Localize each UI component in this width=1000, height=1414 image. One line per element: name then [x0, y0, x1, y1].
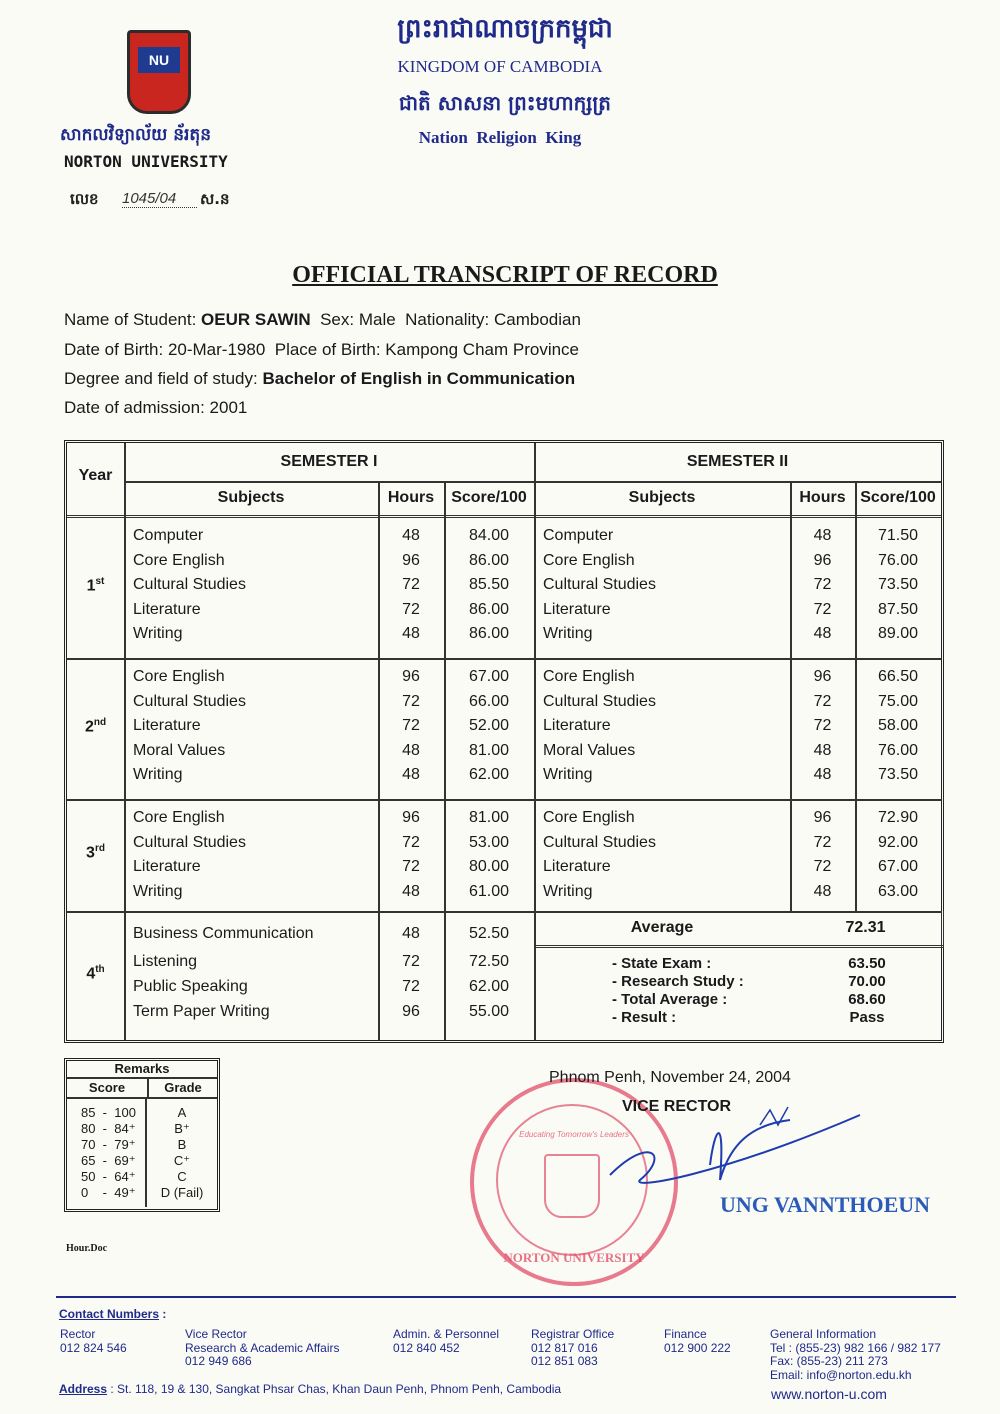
- contact-line: 012 840 452: [393, 1340, 460, 1355]
- subject-score: 89.00: [877, 625, 919, 643]
- website: www.norton-u.com: [771, 1386, 887, 1402]
- remarks-score-range: 65 - 69⁺: [81, 1153, 136, 1168]
- remarks-grade: A: [177, 1105, 187, 1120]
- degree-label: Degree and field of study:: [64, 369, 258, 388]
- subject-hours: 48: [402, 766, 420, 784]
- subject-name: Cultural Studies: [543, 833, 656, 851]
- remarks-score-range: 85 - 100: [81, 1105, 136, 1120]
- signatory-name: UNG VANNTHOEUN: [720, 1192, 931, 1217]
- address-value: : St. 118, 19 & 130, Sangkat Phsar Chas, Khan Daun Penh, Phnom Penh, Cambodia: [110, 1382, 562, 1396]
- subject-name: Cultural Studies: [133, 833, 246, 851]
- subject-hours: 96: [813, 809, 832, 826]
- year-divider: [67, 658, 941, 660]
- subject-hours: 96: [402, 551, 420, 569]
- subject-name: Core English: [133, 809, 225, 826]
- subject-name: Computer: [543, 527, 614, 544]
- year-number: 3: [86, 844, 95, 862]
- subject-hours: 72: [402, 717, 420, 735]
- contact-label: Contact Numbers :: [59, 1307, 167, 1321]
- pob-value: Kampong Cham Province: [385, 340, 580, 359]
- university-name: NORTON UNIVERSITY: [64, 152, 228, 171]
- year-divider: [67, 911, 941, 913]
- student-line-2: [64, 340, 579, 360]
- subject-name: Cultural Studies: [133, 576, 246, 594]
- subject-name: Business Communication: [133, 925, 314, 942]
- subject-hours: 48: [402, 882, 420, 900]
- contact-column: [770, 1328, 941, 1382]
- transcript-table: [64, 440, 944, 1043]
- subject-name: Core English: [543, 551, 635, 569]
- document-title: OFFICIAL TRANSCRIPT OF RECORD: [292, 262, 718, 288]
- admission-value: 2001: [209, 398, 248, 417]
- year-label: [67, 717, 124, 736]
- summary-value: 63.50: [848, 955, 886, 972]
- motto: Nation Religion King: [418, 128, 582, 147]
- year-label: [67, 843, 124, 862]
- subject-hours: 72: [402, 953, 420, 970]
- average-label: Average: [630, 919, 694, 936]
- contact-line: Registrar Office: [531, 1327, 615, 1341]
- column-divider: [534, 443, 536, 1040]
- subject-score: 67.00: [877, 858, 919, 876]
- summary-value: Pass: [849, 1009, 885, 1026]
- contact-line: 012 817 016: [531, 1340, 598, 1355]
- contact-line: 012 824 546: [60, 1340, 127, 1355]
- subject-name: Moral Values: [543, 741, 636, 759]
- subject-score: 80.00: [468, 858, 510, 876]
- sex-value: Male: [358, 310, 396, 329]
- subject-score: 55.00: [468, 1003, 510, 1020]
- subject-name: Core English: [133, 551, 225, 569]
- nationality-label: Nationality:: [405, 310, 490, 329]
- subject-score: 52.00: [468, 717, 510, 735]
- subject-score: 62.00: [468, 978, 510, 995]
- subject-score: 81.00: [468, 741, 510, 759]
- subject-hours: 96: [402, 1003, 420, 1020]
- contact-column: [531, 1328, 614, 1369]
- summary-value: 70.00: [848, 973, 886, 990]
- subject-hours: 48: [402, 925, 420, 942]
- subject-hours: 48: [402, 527, 420, 544]
- subject-name: Writing: [133, 625, 183, 643]
- dob-label: Date of Birth:: [64, 340, 164, 359]
- subject-score: 53.00: [468, 833, 510, 851]
- degree-value: Bachelor of English in Communication: [262, 369, 576, 388]
- contact-line: 012 949 686: [185, 1354, 252, 1368]
- subject-hours: 72: [813, 833, 832, 851]
- subject-score: 86.00: [468, 625, 510, 643]
- subject-name: Core English: [133, 668, 225, 685]
- subject-score: 73.50: [877, 766, 919, 784]
- remarks-title: Remarks: [67, 1061, 217, 1079]
- average-value: 72.31: [845, 919, 886, 936]
- remarks-body: [67, 1099, 217, 1207]
- university-logo: [127, 30, 191, 114]
- subject-hours: 72: [402, 692, 420, 710]
- summary-label: - Total Average :: [612, 991, 728, 1008]
- header-bottom-divider: [67, 515, 941, 518]
- contact-line: Research & Academic Affairs: [185, 1340, 340, 1355]
- remarks-grade: C: [177, 1169, 187, 1184]
- student-line-1: [64, 310, 581, 330]
- kingdom-title: KINGDOM OF CAMBODIA: [397, 57, 603, 76]
- year-divider: [67, 799, 941, 801]
- subject-name: Moral Values: [133, 741, 226, 759]
- column-header-hours: Hours: [799, 489, 846, 506]
- sex-label: Sex:: [320, 310, 355, 329]
- admission-label: Date of admission:: [64, 398, 205, 417]
- subject-hours: 96: [402, 809, 420, 826]
- place-date: Phnom Penh, November 24, 2004: [549, 1069, 791, 1086]
- name-label: Name of Student:: [64, 310, 197, 329]
- subject-score: 86.00: [468, 551, 510, 569]
- subject-name: Literature: [543, 858, 611, 876]
- subject-hours: 48: [813, 527, 832, 544]
- subject-name: Cultural Studies: [543, 692, 656, 710]
- subject-score: 84.00: [468, 527, 510, 544]
- file-label: Hour.Doc: [66, 1243, 108, 1254]
- subject-name: Literature: [543, 600, 611, 618]
- remarks-score-header: Score: [67, 1079, 149, 1097]
- subject-name: Writing: [133, 766, 183, 784]
- subject-hours: 72: [402, 858, 420, 876]
- contact-line: 012 900 222: [664, 1340, 731, 1355]
- summary-label: - Result :: [612, 1009, 677, 1026]
- subject-hours: 48: [813, 741, 832, 759]
- subject-name: Term Paper Writing: [133, 1003, 270, 1020]
- logo-text: NU: [138, 47, 180, 73]
- subject-hours: 72: [813, 692, 832, 710]
- remarks-grade: C⁺: [173, 1153, 191, 1168]
- subject-name: Cultural Studies: [133, 692, 246, 710]
- semester-2-header: SEMESTER II: [686, 453, 789, 470]
- subject-score: 62.00: [468, 766, 510, 784]
- subject-score: 73.50: [877, 576, 919, 594]
- remarks-score-column: [67, 1099, 147, 1207]
- subject-score: 58.00: [877, 717, 919, 735]
- remarks-score-range: 70 - 79⁺: [81, 1137, 136, 1152]
- column-header-score: Score/100: [860, 489, 936, 506]
- subject-name: Writing: [543, 625, 593, 643]
- year-suffix: th: [95, 963, 105, 975]
- average-right-border: [941, 911, 944, 947]
- subject-score: 76.00: [877, 741, 919, 759]
- signatory-title: VICE RECTOR: [622, 1098, 732, 1115]
- remarks-score-range: 0 - 49⁺: [81, 1185, 136, 1200]
- subject-score: 81.00: [468, 809, 510, 826]
- subject-score: 66.50: [877, 668, 919, 685]
- subject-hours: 96: [813, 551, 832, 569]
- column-header-score: Score/100: [451, 489, 527, 506]
- subject-score: 61.00: [468, 882, 510, 900]
- subject-score: 63.00: [877, 882, 919, 900]
- subject-name: Computer: [133, 527, 204, 544]
- remarks-grade: D (Fail): [160, 1185, 204, 1200]
- year-header: Year: [78, 467, 113, 484]
- year-number: 2: [84, 717, 94, 735]
- contact-column: [664, 1328, 731, 1355]
- contact-line: Admin. & Personnel: [393, 1327, 500, 1341]
- contact-line: Email: info@norton.edu.kh: [770, 1367, 912, 1382]
- remarks-grade: B⁺: [174, 1121, 190, 1136]
- signature-icon: [590, 1095, 880, 1195]
- pob-label: Place of Birth:: [274, 340, 381, 359]
- subject-hours: 72: [813, 600, 832, 618]
- remarks-score-range: 80 - 84⁺: [81, 1121, 136, 1136]
- subject-score: 52.50: [468, 925, 510, 942]
- subject-name: Writing: [543, 882, 593, 900]
- subject-name: Cultural Studies: [543, 576, 656, 594]
- header-divider: [124, 481, 941, 483]
- subject-name: Literature: [133, 858, 201, 876]
- subject-hours: 48: [402, 741, 420, 759]
- column-header-subjects: Subjects: [217, 489, 285, 506]
- subject-name: Core English: [543, 668, 635, 685]
- subject-score: 87.50: [877, 600, 919, 618]
- contact-column: [393, 1328, 499, 1355]
- subject-name: Writing: [543, 766, 593, 784]
- contact-label-text: Contact Numbers: [59, 1307, 160, 1321]
- subject-hours: 96: [402, 668, 420, 685]
- semester-1-header: SEMESTER I: [280, 453, 378, 470]
- subject-score: 76.00: [877, 551, 919, 569]
- remarks-score-range: 50 - 64⁺: [81, 1169, 136, 1184]
- subject-score: 72.50: [468, 953, 510, 970]
- contact-line: Fax: (855-23) 211 273: [770, 1354, 888, 1368]
- subject-name: Literature: [133, 717, 201, 735]
- subject-name: Listening: [133, 953, 198, 970]
- subject-name: Writing: [133, 882, 183, 900]
- address-label: Address: [59, 1382, 108, 1396]
- contact-line: General Information: [770, 1327, 877, 1341]
- nationality-value: Cambodian: [493, 310, 581, 329]
- subject-hours: 96: [813, 668, 832, 685]
- year-label: [67, 576, 124, 595]
- subject-hours: 48: [813, 625, 832, 643]
- subject-name: Public Speaking: [133, 978, 248, 995]
- subject-hours: 72: [402, 833, 420, 851]
- subject-score: 72.90: [877, 809, 919, 826]
- contact-line: Finance: [664, 1327, 707, 1341]
- subject-score: 67.00: [468, 668, 510, 685]
- summary-value: 68.60: [848, 991, 886, 1008]
- student-line-3: [64, 369, 575, 389]
- footer-divider: [56, 1296, 956, 1298]
- summary-label: - Research Study :: [612, 973, 744, 990]
- subject-score: 86.00: [468, 600, 510, 618]
- subject-score: 66.00: [468, 692, 510, 710]
- stamp-text: NORTON UNIVERSITY: [503, 1250, 645, 1265]
- student-line-4: [64, 398, 247, 418]
- remarks-grade-column: [147, 1099, 217, 1207]
- column-header-subjects: Subjects: [628, 489, 696, 506]
- summary-label: - State Exam :: [612, 955, 712, 972]
- subject-hours: 48: [813, 766, 832, 784]
- subject-name: Literature: [543, 717, 611, 735]
- ref-label: លេខ: [70, 190, 99, 208]
- dob-value: 20-Mar-1980: [167, 340, 266, 359]
- address-line: [59, 1383, 561, 1397]
- subject-hours: 72: [402, 978, 420, 995]
- subject-score: 75.00: [877, 692, 919, 710]
- subject-hours: 72: [813, 858, 832, 876]
- year-label: [67, 964, 124, 983]
- remarks-header: [67, 1079, 217, 1099]
- year-number: 4: [86, 964, 96, 982]
- column-header-hours: Hours: [387, 489, 435, 506]
- subject-hours: 72: [813, 576, 832, 594]
- khmer-motto: ជាតិ សាសនា ព្រះមហាក្សត្រ: [399, 91, 611, 115]
- subject-score: 71.50: [877, 527, 919, 544]
- contact-line: Rector: [60, 1327, 96, 1341]
- ref-suffix: ស.ន: [200, 190, 230, 208]
- subject-score: 92.00: [877, 833, 919, 851]
- stamp-motto: Educating Tomorrow's Leaders: [519, 1130, 629, 1139]
- contact-column: [185, 1328, 340, 1369]
- contact-line: Tel : (855-23) 982 166 / 982 177: [770, 1340, 941, 1355]
- remarks-table: [64, 1058, 220, 1212]
- average-bottom-divider: [534, 945, 944, 948]
- khmer-kingdom: ព្រះរាជាណាចក្រកម្ពុជា: [397, 14, 613, 44]
- contact-line: Vice Rector: [185, 1327, 247, 1341]
- column-divider: [124, 443, 126, 1040]
- ref-number: 1045/04: [122, 190, 197, 208]
- khmer-university-name: សាកលវិទ្យាល័យ ន័រតុន: [60, 125, 212, 145]
- subject-hours: 48: [402, 625, 420, 643]
- contact-line: 012 851 083: [531, 1354, 598, 1368]
- contact-column: [60, 1328, 127, 1355]
- remarks-grade: B: [177, 1137, 187, 1152]
- subject-hours: 72: [402, 600, 420, 618]
- subject-name: Literature: [133, 600, 201, 618]
- year-suffix: nd: [93, 716, 107, 728]
- year-number: 1: [86, 576, 96, 594]
- subject-hours: 72: [402, 576, 420, 594]
- subject-name: Core English: [543, 809, 635, 826]
- remarks-grade-header: Grade: [164, 1080, 202, 1095]
- subject-hours: 48: [813, 882, 832, 900]
- subject-score: 85.50: [468, 576, 510, 594]
- year-suffix: rd: [94, 843, 105, 854]
- subject-hours: 72: [813, 717, 832, 735]
- student-name: OEUR SAWIN: [201, 310, 311, 329]
- year-suffix: st: [95, 575, 105, 587]
